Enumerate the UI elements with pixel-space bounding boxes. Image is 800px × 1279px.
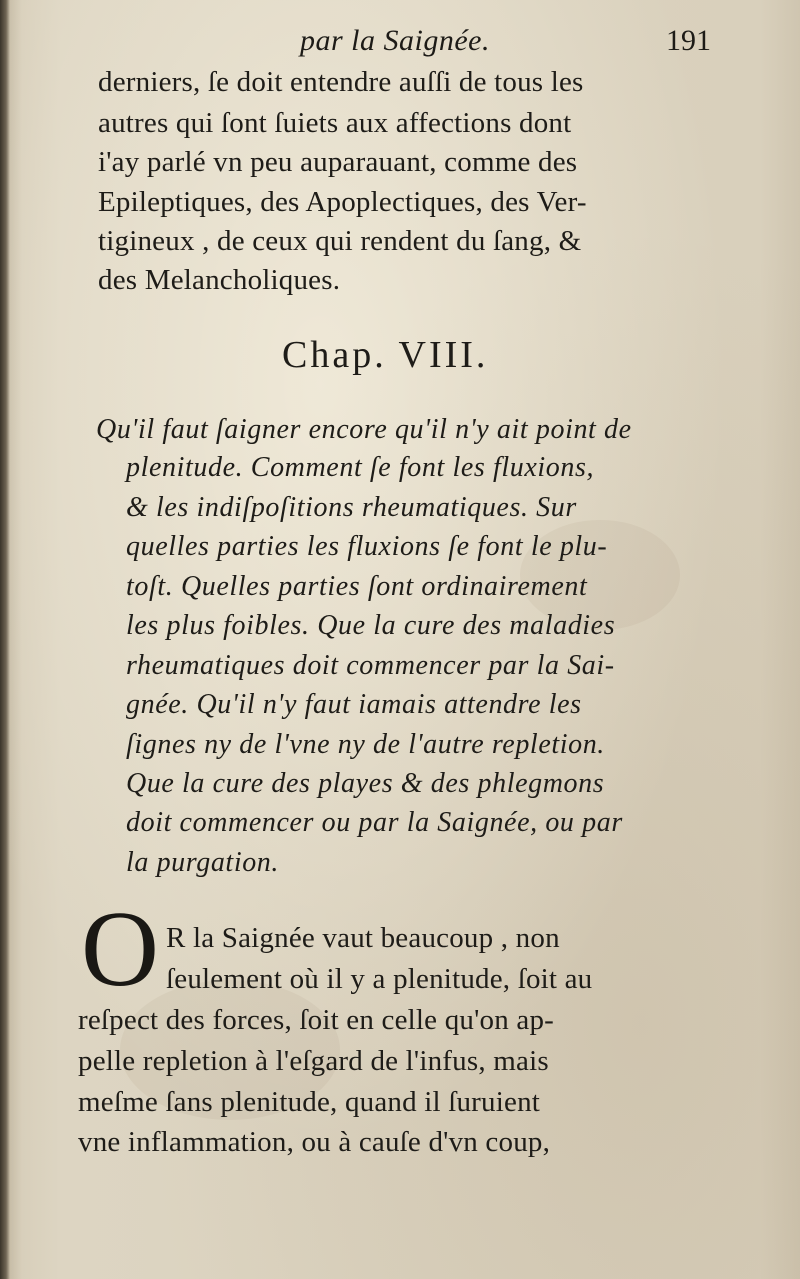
text-line: derniers, ſe doit entendre auſſi de tous les (98, 66, 584, 98)
summary-line: rheumatiques doit commencer par la Sai- (126, 650, 615, 681)
page-number: 191 (666, 24, 711, 57)
text-line: meſme ſans plenitude, quand il ſuruient (78, 1086, 541, 1118)
summary-line: gnée. Qu'il n'y faut iamais attendre les (126, 689, 582, 720)
text-line: ſeulement où il y a plenitude, ſoit au (166, 963, 593, 995)
summary-line: Que la cure des playes & des phlegmons (126, 768, 605, 799)
text-line: Epileptiques, des Apoplectiques, des Ver- (98, 186, 587, 218)
running-header: par la Saignée. (300, 24, 490, 57)
summary-line: toſt. Quelles parties ſont ordinairement (126, 571, 588, 602)
text-line: tigineux , de ceux qui rendent du ſang, & (98, 225, 582, 257)
book-spine-shadow (0, 0, 10, 1279)
text-line: des Melancholiques. (98, 264, 341, 296)
summary-line: quelles parties les fluxions ſe font le plu- (126, 531, 608, 562)
summary-line: la purgation. (126, 847, 279, 878)
text-line: reſpect des forces, ſoit en celle qu'on ap- (78, 1004, 555, 1036)
text-line: R la Saignée vaut beaucoup , non (166, 922, 560, 954)
summary-line: les plus foibles. Que la cure des maladies (126, 610, 616, 641)
text-line: pelle repletion à l'eſgard de l'infus, mais (78, 1045, 549, 1077)
summary-line: & les indiſpoſitions rheumatiques. Sur (126, 492, 577, 523)
summary-line: Qu'il faut ſaigner encore qu'il n'y ait point de (96, 414, 632, 445)
summary-line: doit commencer ou par la Saignée, ou par (126, 807, 623, 838)
text-line: autres qui ſont ſuiets aux affections dont (98, 107, 572, 139)
summary-line: plenitude. Comment ſe font les fluxions, (126, 452, 595, 483)
drop-cap-letter: O (81, 890, 159, 1009)
chapter-heading: Chap. VIII. (282, 334, 489, 376)
text-line: vne inflammation, ou à cauſe d'vn coup, (78, 1126, 551, 1158)
text-line: i'ay parlé vn peu auparauant, comme des (98, 146, 578, 178)
summary-line: ſignes ny de l'vne ny de l'autre repletion. (126, 729, 605, 760)
